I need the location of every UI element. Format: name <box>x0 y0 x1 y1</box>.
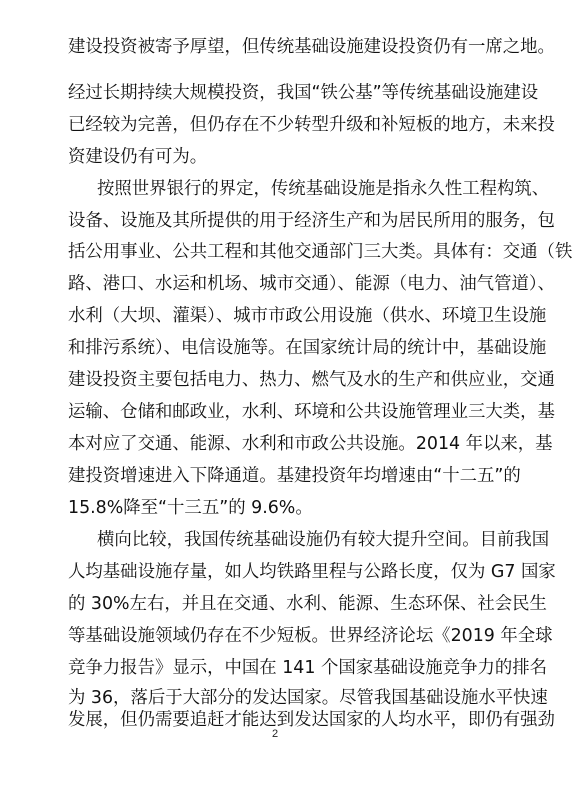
body-text-line: 的 30%左右，并且在交通、水利、能源、生态环保、社会民生 <box>68 594 547 614</box>
body-text-line: 15.8%降至“十三五”的 9.6%。 <box>68 498 313 518</box>
body-text-line: 经过长期持续大规模投资，我国“铁公基”等传统基础设施建设 <box>68 83 539 103</box>
body-text-line: 为 36，落后于大部分的发达国家。尽管我国基础设施水平快速 <box>68 688 548 708</box>
body-text-line: 本对应了交通、能源、水利和市政公共设施。2014 年以来，基 <box>68 434 553 454</box>
body-text-line: 水利（大坝、灌渠）、城市市政公用设施（供水、环境卫生设施 <box>68 306 547 326</box>
body-text-line: 横向比较，我国传统基础设施仍有较大提升空间。目前我国 <box>97 530 550 550</box>
body-text-line: 人均基础设施存量，如人均铁路里程与公路长度，仅为 G7 国家 <box>68 562 556 582</box>
body-text-line: 竞争力报告》显示，中国在 141 个国家基础设施竞争力的排名 <box>68 658 548 678</box>
body-text-line: 和排污系统）、电信设施等。在国家统计局的统计中，基础设施 <box>68 338 547 358</box>
page-number: 2 <box>271 728 279 740</box>
body-text-line: 运输、仓储和邮政业，水利、环境和公共设施管理业三大类，基 <box>68 402 555 422</box>
body-text-line: 按照世界银行的界定，传统基础设施是指永久性工程构筑、 <box>97 179 550 199</box>
body-text-line: 括公用事业、公共工程和其他交通部门三大类。具体有：交通（铁 <box>68 242 572 262</box>
body-text-line: 资建设仍有可为。 <box>68 147 208 167</box>
body-text-line: 路、港口、水运和机场、城市交通）、能源（电力、油气管道）、 <box>68 274 555 294</box>
body-text-line: 建设投资主要包括电力、热力、燃气及水的生产和供应业，交通 <box>68 370 555 390</box>
body-text-line: 已经较为完善，但仍存在不少转型升级和补短板的地方，未来投 <box>68 115 555 135</box>
body-text-line: 等基础设施领域仍存在不少短板。世界经济论坛《2019 年全球 <box>68 626 553 646</box>
body-text-line: 建设投资被寄予厚望，但传统基础设施建设投资仍有一席之地。 <box>68 37 555 57</box>
body-text-line: 设备、设施及其所提供的用于经济生产和为居民所用的服务，包 <box>68 211 555 231</box>
body-text-line: 建投资增速进入下降通道。基建投资年均增速由“十二五”的 <box>68 466 521 486</box>
body-text-line: 发展，但仍需要追赶才能达到发达国家的人均水平，即仍有强劲 <box>68 710 555 730</box>
